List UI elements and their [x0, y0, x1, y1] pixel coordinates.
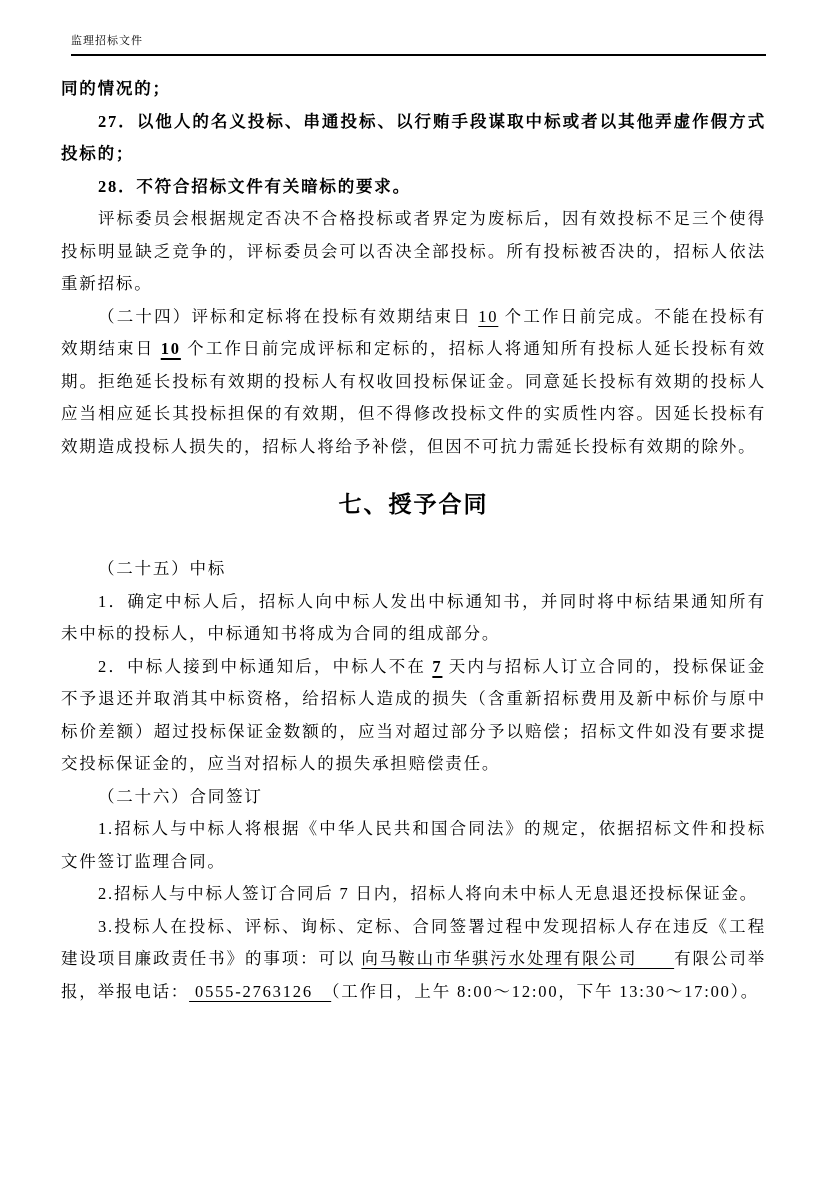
document-page: [0, 32, 827, 1201]
clause-26-item-1: 1.招标人与中标人将根据《中华人民共和国合同法》的规定，依据招标文件和投标文件签订监理合同。: [61, 819, 766, 871]
clause-26-item-3: 3.投标人在投标、评标、询标、定标、合同签署过程中发现招标人存在违反《工程建设项目廉政责任书》的事项：可以 向马鞍山市华骐污水处理有限公司 有限公司举报，举报电话： 0555-2763126 （工作日，上午 8:00～12:00，下午 13:30～17:00）。: [61, 916, 767, 1001]
item-27: 27．以他人的名义投标、串通投标、以行贿手段谋取中标或者以其他弄虚作假方式投标的；: [61, 111, 766, 163]
working-days-value-1: 10: [478, 306, 499, 326]
working-days-value-2: 10: [160, 339, 181, 358]
phone-number-blank: 0555-2763126: [189, 981, 332, 1001]
clause-25-item-2: 2．中标人接到中标通知后，中标人不在 7 天内与招标人订立合同的，投标保证金不予退还并取消其中标资格，给招标人造成的损失（含重新招标费用及新中标价与原中标价差额）超过投标保证金数额的，应当对超过部分予以赔偿；招标文件如没有要求提交投标保证金的，应当对招标人的损失承担赔偿责任。: [61, 656, 766, 773]
header-title: 监理招标文件: [71, 35, 143, 47]
clause-26-title: （二十六）合同签订: [98, 786, 263, 806]
document-body: [61, 73, 766, 1008]
page-header: [71, 32, 766, 56]
continuation-paragraph: 同的情况的；: [61, 79, 171, 98]
evaluation-rejection-paragraph: 评标委员会根据规定否决不合格投标或者界定为废标后，因有效投标不足三个使得投标明显缺乏竞争的，评标委员会可以否决全部投标。所有投标被否决的，招标人依法重新招标。: [61, 209, 766, 293]
company-name-blank: 向马鞍山市华骐污水处理有限公司: [361, 949, 675, 968]
clause-26-item-2: 2.招标人与中标人签订合同后 7 日内，招标人将向未中标人无息退还投标保证金。: [98, 884, 759, 903]
item-28: 28．不符合招标文件有关暗标的要求。: [98, 176, 411, 196]
contract-days-value: 7: [432, 656, 443, 676]
section-heading: 七、授予合同: [338, 492, 489, 517]
clause-25-item-1: 1．确定中标人后，招标人向中标人发出中标通知书，并同时将中标结果通知所有未中标的投标人，中标通知书将成为合同的组成部分。: [61, 591, 766, 643]
clause-25-title: （二十五）中标: [98, 559, 227, 578]
clause-24-paragraph: （二十四）评标和定标将在投标有效期结束日 10 个工作日前完成。不能在投标有效期结束日 10 个工作日前完成评标和定标的，招标人将通知所有投标人延长投标有效期。拒绝延长投标有效期的投标人有权收回投标保证金。同意延长投标有效期的投标人应当相应延长其投标担保的有效期，但不得修改投标文件的实质性内容。因延长投标有效期造成投标人损失的，招标人将给予补偿，但因不可抗力需延长投标有效期的除外。: [61, 306, 766, 456]
